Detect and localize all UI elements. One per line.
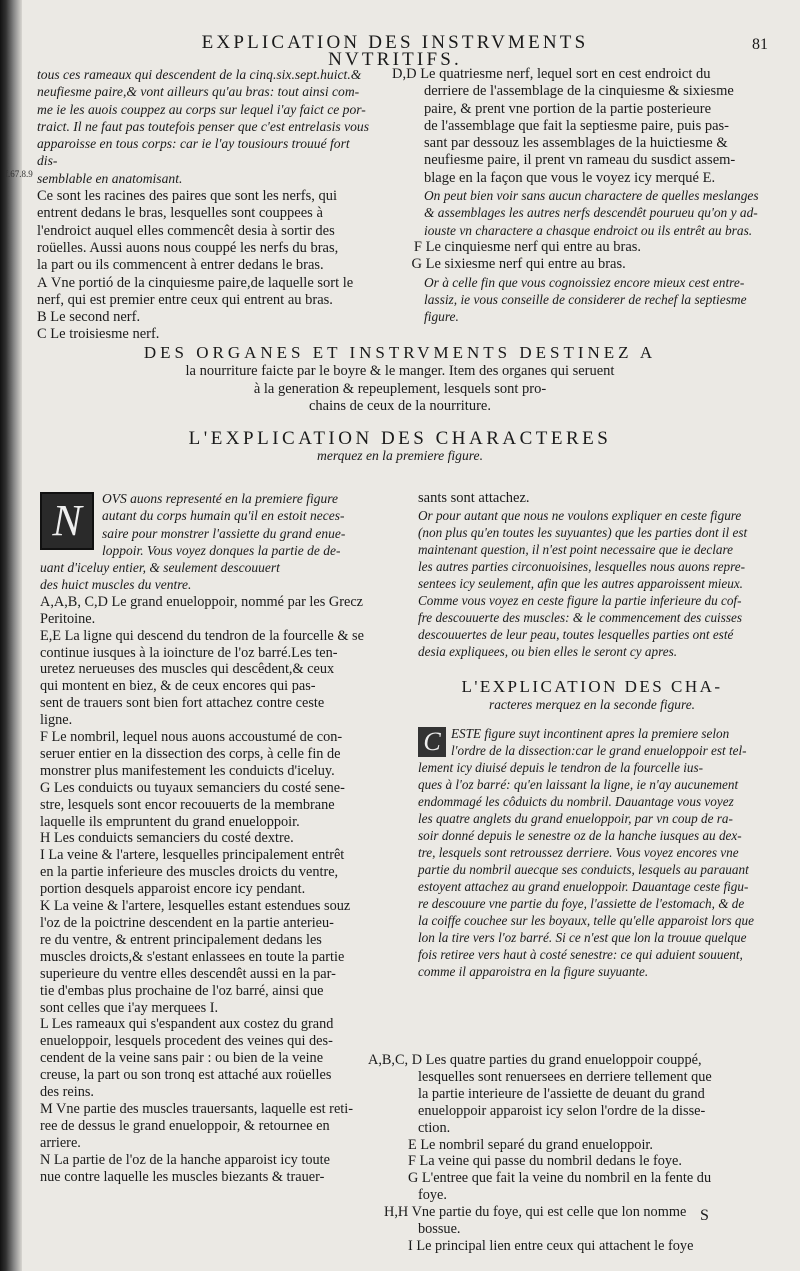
item-text: Le principal lien entre ceux qui attachent le foye: [416, 1237, 694, 1254]
item-mark: G: [408, 1170, 419, 1187]
item-text: Le cinquiesme nerf qui entre au bras.: [425, 238, 642, 255]
item-text: Le troisiesme nerf.: [50, 326, 160, 343]
text-line: saire pour monstrer l'assiette du grand enue-: [102, 525, 346, 541]
text-line: fre descouuerte des muscles: & le commencement des cuisses: [418, 610, 742, 626]
item-mark: N: [40, 1151, 51, 1168]
text-line: cendent de la veine sans pair : ou bien de la veine: [40, 1050, 324, 1067]
item-mark: E,E: [40, 627, 62, 644]
text-line: sants sont attachez.: [418, 490, 530, 506]
text-line: sont celles que i'ay merquees I.: [40, 999, 219, 1016]
list-item: [392, 239, 762, 256]
second-figure-heading-caps: L'EXPLICATION DES CHA-: [461, 677, 723, 697]
right-top-italic-note: [392, 187, 762, 239]
text-line: ree de dessus le grand enueloppoir, & retournee en: [40, 1117, 330, 1134]
text-line: bossue.: [418, 1221, 461, 1238]
item-mark: A,B,C, D: [368, 1052, 423, 1068]
list-item: [392, 66, 762, 83]
first-figure-heading-caps: L'EXPLICATION DES CHARACTERES: [188, 428, 612, 449]
text-line: entrent dedans le bras, lesquelles sont couppees à: [37, 205, 323, 222]
right-continuation-note: [418, 507, 766, 660]
second-figure-heading: [418, 678, 766, 713]
text-line: [40, 1016, 375, 1033]
text-line: arriere.: [40, 1134, 81, 1151]
list-item: paire, & prent vne portion de la partie posterieure: [424, 100, 712, 117]
item-text: Le sixiesme nerf qui entre au bras.: [425, 256, 626, 273]
text-line: iouste vn charactere a chasque endroict ou ils entrêt au bras.: [424, 222, 753, 238]
item-text: La partie de l'oz de la hanche apparoist icy toute: [53, 1151, 330, 1168]
text-line: [368, 1170, 766, 1187]
left-top-items: [37, 275, 372, 344]
book-gutter-shadow: [0, 0, 22, 1271]
item-mark: A,A,B, C,D: [40, 593, 108, 610]
list-item: [40, 1152, 375, 1186]
item-text: La veine & l'artere, lesquelles principalement entrêt: [48, 847, 345, 864]
list-item: [368, 1170, 766, 1204]
item-mark: I: [40, 847, 45, 864]
text-line: Or pour autant que nous ne voulons expliquer en ceste figure: [418, 508, 742, 524]
list-item: [40, 729, 375, 780]
text-line: foye.: [418, 1187, 447, 1204]
item-mark: E: [408, 1136, 417, 1153]
text-line: muscles droicts,& s'estant enlassees en toute la partie: [40, 948, 345, 965]
list-item: [40, 830, 375, 847]
list-item: neufiesme paire, il prent vn rameau du susdict assem-: [424, 152, 736, 169]
text-line: maintenant question, il n'est point necessaire que ie declare: [418, 542, 733, 558]
text-line: apparoisse en tous corps: car ie l'ay tousiours trouué fort dis-: [37, 136, 350, 169]
text-line: soir donné depuis le senestre oz de la hanche iusques au dex-: [418, 827, 742, 843]
right-top-italic-note-2: [392, 274, 762, 326]
text-line: superieure du ventre elles descendêt aussi en la par-: [40, 965, 336, 982]
item-text: Les conduicts semanciers du costé dextre.: [53, 830, 294, 847]
text-line: re du ventre, & entrent principalement dedans les: [40, 931, 322, 948]
text-line: les quatre anglets du grand enueloppoir, par vn coup de ra-: [418, 810, 733, 826]
text-line: OVS auons representé en la premiere figure: [102, 491, 338, 506]
text-line: comme il apparoistra en la figure suyuante.: [418, 963, 649, 979]
item-mark: F: [40, 729, 48, 746]
list-item: de l'assemblage que fait la septiesme paire, puis pas-: [424, 117, 729, 134]
text-line: des reins.: [40, 1084, 94, 1101]
text-line: les autres parties circonuoisines, lesquelles nous auons repre-: [418, 559, 745, 575]
text-line: uant d'iceluy entier, & seulement descouuert: [40, 560, 280, 576]
text-line: fois retiree vers haut à costé senestre: ce qui aduient souuent,: [418, 946, 743, 962]
section-heading: [60, 344, 740, 415]
running-title: EXPLICATION DES INSTRVMENTS NVTRITIFS.: [201, 32, 589, 71]
right-top-items: [392, 66, 762, 187]
item-text: Les quatre parties du grand enueloppoir couppé,: [425, 1052, 702, 1068]
item-text: La ligne qui descend du tendron de la fourcelle & se: [64, 627, 364, 644]
text-line: Comme vous voyez en ceste figure la partie inferieure du cof-: [418, 593, 742, 609]
item-mark: M: [40, 1100, 53, 1117]
text-line: laquelle ils empruntent du grand enueloppoir.: [40, 813, 300, 830]
item-text: Le second nerf.: [50, 309, 141, 326]
text-line: ESTE figure suyt incontinent apres la premiere selon: [451, 725, 730, 741]
list-item: blage en la façon que vous le voyez icy merqué E.: [424, 169, 716, 186]
text-line: des huict muscles du ventre.: [40, 577, 192, 593]
text-line: lesquelles sont renuersees en derriere tellement que: [418, 1068, 712, 1085]
item-mark: K: [40, 898, 51, 915]
text-line: tous ces rameaux qui descendent de la cinq.six.sept.huict.&: [37, 67, 362, 82]
list-item: [40, 628, 375, 729]
text-line: [368, 1238, 766, 1255]
list-item: [368, 1052, 766, 1137]
text-line: [40, 594, 375, 611]
text-line: seruer entier en la dissection des corps, à celle fin de: [40, 745, 341, 762]
decorated-initial: N: [40, 492, 94, 550]
margin-note: f.67.8.9: [5, 169, 33, 179]
text-line: lon la tire vers l'oz barré. Si ce n'est que lon la trouue quelque: [418, 929, 747, 945]
text-line: me ie les auois couppez au corps sur lequel i'ay faict ce por-: [37, 101, 366, 117]
list-item: sant par dessouz les assemblages de la huictiesme &: [424, 135, 728, 152]
item-text: Vne portió de la cinquiesme paire,de laquelle sort le: [50, 274, 354, 291]
text-line: l'oz de la poictrine descendent en la partie anterieu-: [40, 915, 334, 931]
text-line: Ce sont les racines des paires que sont les nerfs, qui: [37, 188, 337, 205]
text-line: autant du corps humain qu'il en estoit neces-: [102, 508, 345, 524]
text-line: [40, 830, 375, 847]
text-line: continue iusques à la ioincture de l'oz barré.Les ten-: [40, 644, 338, 661]
text-line: lassiz, ie vous conseille de considerer de rechef la septiesme: [424, 291, 747, 307]
text-line: Peritoine.: [40, 610, 96, 627]
right-top-items-2: [392, 239, 762, 274]
list-item: [37, 275, 372, 292]
text-line: On peut bien voir sans aucun charactere de quelles meslanges: [424, 188, 759, 204]
right-items: [368, 1052, 766, 1255]
list-item: [37, 326, 372, 343]
left-lower-column: [40, 490, 375, 1186]
text-line: [40, 729, 375, 746]
text-line: [40, 780, 375, 797]
text-line: tie d'embas plus prochaine de l'oz barré, ainsi que: [40, 982, 324, 999]
text-line: estoyent attachez au grand enueloppoir. Dauantage ceste figu-: [418, 878, 749, 894]
text-line: partie du nombril auecque ses conduicts, lesquels au parauant: [418, 861, 749, 877]
item-text: Le nombril, lequel nous auons accoustumé de con-: [51, 729, 343, 746]
list-item: [392, 256, 762, 273]
list-item: [368, 1153, 766, 1170]
text-line: uretez nerueuses des muscles qui descêdent,& ceux: [40, 661, 335, 678]
list-item: [40, 898, 375, 1016]
item-mark: G: [411, 256, 422, 273]
text-line: ction.: [418, 1119, 451, 1136]
text-line: creuse, la part ou son tronq est attaché aux roüelles: [40, 1067, 332, 1084]
text-line: la part ou ils commencent à entrer dedans le bras.: [37, 257, 324, 274]
item-text: La veine & l'artere, lesquelles estant estendues souz: [53, 898, 351, 915]
text-line: l'ordre de la dissection:car le grand enueloppoir est tel-: [451, 742, 747, 758]
text-line: [368, 1153, 766, 1170]
item-text: Le nombril separé du grand enueloppoir.: [420, 1136, 653, 1153]
text-line: monstrer plus manifestement les conduicts d'iceluy.: [40, 762, 335, 779]
text-line: stre, lesquels sont encor recouuerts de la membrane: [40, 796, 335, 813]
item-text: Le grand enueloppoir, nommé par les Grecz: [111, 593, 364, 610]
item-mark: F: [413, 238, 422, 255]
left-items: [40, 594, 375, 1186]
text-line: Or à celle fin que vous cognoissiez encore mieux cest entre-: [424, 274, 745, 290]
text-line: la partie interieure de l'assiette de deuant du grand: [418, 1085, 705, 1102]
text-line: sentees icy seulement, afin que les autres apparoissent mieux.: [418, 576, 743, 592]
item-mark: L: [40, 1016, 49, 1033]
list-item: [40, 1101, 375, 1152]
text-line: [40, 898, 375, 915]
left-top-italic-note: [37, 66, 372, 187]
item-mark: D,D: [392, 66, 417, 82]
text-line: figure.: [424, 309, 459, 325]
text-line: loppoir. Vous voyez donques la partie de de-: [102, 542, 341, 558]
text-line: l'endroict auquel elles commencêt desia à sortir des: [37, 222, 335, 239]
list-item: [368, 1137, 766, 1154]
text-line: ques à l'oz barré: qu'en laissant la ligne, ie n'ay aucunement: [418, 776, 739, 792]
item-text: nerf, qui est premier entre ceux qui entrent au bras.: [37, 291, 333, 308]
text-line: semblable en anatomisant.: [37, 170, 183, 186]
text-line: [40, 1101, 375, 1118]
left-top-column: [37, 66, 372, 344]
list-item: [40, 1016, 375, 1101]
second-figure-heading-sub: racteres merquez en la seconde figure.: [488, 696, 695, 712]
text-line: [368, 1052, 766, 1069]
text-line: (non plus qu'en toutes les suyuantes) que les parties dont il est: [418, 525, 748, 541]
text-line: re descouure vne partie du foye, l'assiette de l'estomach, & de: [418, 895, 745, 911]
text-line: enueloppoir apparoist icy selon l'ordre de la disse-: [418, 1102, 706, 1119]
text-line: [40, 628, 375, 645]
text-line: portion desquels apparoist encore icy pendant.: [40, 881, 306, 898]
text-line: sent de trauers sont bien fort attachez contre ceste: [40, 695, 325, 712]
text-line: desia expliquees, ou bien elles le seront cy apres.: [418, 644, 678, 660]
section-heading-line: à la generation & repeuplement, lesquels sont pro-: [253, 380, 547, 397]
text-line: qui montent en biez, & de ceux encores qui pas-: [40, 678, 316, 695]
first-figure-heading: [100, 430, 700, 465]
item-text: La veine qui passe du nombril dedans le foye.: [419, 1153, 682, 1170]
list-item: [37, 309, 372, 326]
list-item: [40, 847, 375, 898]
item-mark: H,H: [384, 1204, 409, 1221]
right-top-column: [392, 66, 762, 325]
text-line: nue contre laquelle les muscles biezants & trauer-: [40, 1168, 325, 1185]
item-text: Vne partie des muscles trauersants, laquelle est reti-: [56, 1100, 353, 1117]
section-heading-line: chains de ceux de la nourriture.: [309, 397, 491, 414]
text-line: enueloppoir, lesquels procedent des veines qui des-: [40, 1033, 333, 1050]
item-mark: C: [37, 326, 47, 343]
decorated-initial: C: [418, 727, 446, 757]
text-line: [40, 847, 375, 864]
section-heading-line: la nourriture faicte par le boyre & le manger. Item des organes qui seruent: [185, 363, 615, 380]
left-intro-paragraph: [40, 490, 375, 594]
text-line: tre, lesquels sont retroussez derriere. Vous voyez encores vne: [418, 844, 739, 860]
item-text: L'entree que fait la veine du nombril en la fente du: [421, 1170, 712, 1187]
text-line: traict. Il ne faut pas toutefois penser que c'est entrelasis vous: [37, 118, 370, 134]
item-mark: G: [40, 779, 51, 796]
list-item: [37, 292, 372, 309]
text-line: descouuertes de leur peau, toutes lesquelles parties ont esté: [418, 627, 734, 643]
page-number: 81: [752, 36, 768, 53]
first-figure-heading-sub: merquez en la premiere figure.: [317, 448, 483, 464]
right-lower-column: [418, 490, 766, 980]
item-text: Les conduicts ou tuyaux semanciers du costé sene-: [53, 779, 345, 796]
text-line: endommagé les côduicts du nombril. Dauantage vous voyez: [418, 793, 734, 809]
text-line: la coiffe couchee sur les boyaux, telle qu'elle apparoist lors que: [418, 912, 754, 928]
text-line: lement icy diuisé depuis le tendron de la fourcelle ius-: [418, 759, 704, 775]
item-mark: I: [408, 1237, 413, 1254]
item-mark: A: [37, 274, 48, 291]
list-item: [368, 1238, 766, 1255]
list-item: derriere de l'assemblage de la cinquiesme & sixiesme: [424, 83, 734, 100]
item-mark: H: [40, 830, 51, 847]
item-text: Les rameaux qui s'espandent aux costez du grand: [51, 1016, 334, 1033]
text-line: [40, 1152, 375, 1169]
item-text: Vne partie du foye, qui est celle que lon nomme: [411, 1204, 687, 1221]
right-intro-paragraph: [418, 725, 766, 980]
text-line: neufiesme paire,& vont ailleurs qu'au bras: tout ainsi com-: [37, 84, 360, 100]
text-line: [368, 1137, 766, 1154]
left-top-paragraph: [37, 188, 372, 274]
text-line: & assemblages les autres nerfs descendêt pourueu qu'on y ad-: [424, 205, 758, 221]
signature-mark: S: [700, 1207, 709, 1224]
text-line: roüelles. Aussi auons nous couppé les nerfs du bras,: [37, 239, 339, 256]
list-item: [40, 780, 375, 831]
item-text: Le quatriesme nerf, lequel sort en cest endroict du: [420, 66, 711, 82]
item-mark: F: [408, 1153, 416, 1170]
list-item: [40, 594, 375, 628]
section-heading-caps: DES ORGANES ET INSTRVMENTS DESTINEZ A: [143, 343, 657, 362]
item-mark: B: [37, 309, 47, 326]
text-line: en la partie inferieure des muscles droicts du ventre,: [40, 864, 339, 881]
text-line: ligne.: [40, 712, 73, 729]
